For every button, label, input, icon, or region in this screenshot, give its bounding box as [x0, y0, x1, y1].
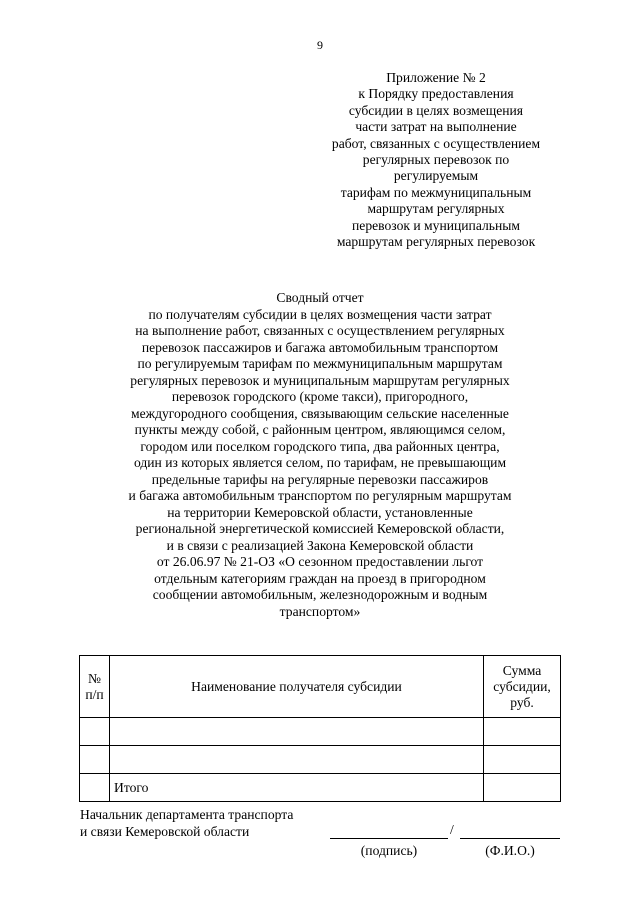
- appendix-line: маршрутам регулярных перевозок: [336, 234, 536, 250]
- appendix-line: регулярных перевозок по: [362, 152, 510, 168]
- table-row: [80, 746, 561, 774]
- appendix-line: Приложение № 2: [386, 70, 486, 85]
- table-cell: [484, 774, 561, 802]
- table-header-row: [80, 656, 561, 718]
- appendix-header: [318, 70, 554, 250]
- title-line: междугородного сообщения, связывающим сельские населенные: [131, 405, 509, 421]
- title-line: и багажа автомобильным транспортом по регулярным маршрутам: [128, 488, 512, 503]
- title-line: на выполнение работ, связанных с осуществлением регулярных: [135, 323, 505, 338]
- title-line: региональной энергетической комиссией Кемеровской области,: [135, 521, 505, 536]
- title-line: один из которых является селом, по тарифам, не превышающим: [133, 455, 507, 470]
- table-cell: [80, 718, 110, 746]
- table-cell: [110, 718, 484, 746]
- appendix-line: субсидии в целях возмещения: [348, 102, 524, 118]
- signature-line: [330, 838, 448, 839]
- table-row: [80, 718, 561, 746]
- header-number: № п/п: [80, 656, 110, 718]
- table-cell: [110, 746, 484, 774]
- signature-title-line: Начальник департамента транспорта: [80, 807, 294, 822]
- name-caption: (Ф.И.О.): [485, 843, 535, 858]
- title-line: и в связи с реализацией Закона Кемеровской области: [166, 537, 474, 553]
- title-line: городом или поселком городского типа, два районных центра,: [140, 438, 500, 454]
- appendix-line: регулируемым: [393, 168, 479, 184]
- table-cell: [80, 746, 110, 774]
- signature-block: [80, 806, 560, 840]
- table-cell: [484, 718, 561, 746]
- table-cell: [80, 774, 110, 802]
- title-line: перевозок городского (кроме такси), пригородного,: [171, 389, 469, 404]
- appendix-line: к Порядку предоставления: [358, 86, 514, 102]
- signature-caption: (подпись): [360, 843, 418, 858]
- appendix-line: части затрат на выполнение: [355, 119, 517, 135]
- total-label: Итого: [110, 774, 484, 802]
- title-line: предельные тарифы на регулярные перевозки пассажиров: [151, 471, 489, 487]
- name-line: [460, 838, 560, 839]
- title-line: отдельным категориям граждан на проезд в пригородном: [154, 570, 486, 586]
- table-total-row: [80, 774, 561, 802]
- title-line: перевозок пассажиров и багажа автомобильным транспортом: [141, 339, 499, 355]
- title-line: пункты между собой, с районным центром, являющимся селом,: [134, 422, 506, 437]
- report-title: [80, 290, 560, 620]
- title-line: регулярных перевозок и муниципальным маршрутам регулярных: [130, 372, 510, 388]
- page-number: 9: [317, 38, 323, 52]
- appendix-line: тарифам по межмуниципальным: [340, 184, 532, 200]
- title-line: на территории Кемеровской области, установленные: [167, 504, 473, 520]
- header-sum: Сумма субсидии, руб.: [484, 656, 561, 718]
- appendix-line: работ, связанных с осуществлением: [331, 135, 541, 151]
- title-line: транспортом»: [279, 603, 361, 619]
- title-line: Сводный отчет: [276, 290, 364, 305]
- table-cell: [484, 746, 561, 774]
- subsidy-table: [79, 655, 561, 802]
- header-name: Наименование получателя субсидии: [110, 656, 484, 718]
- title-line: по получателям субсидии в целях возмещения части затрат: [148, 306, 492, 322]
- signature-title-line: и связи Кемеровской области: [80, 824, 250, 839]
- title-line: по регулируемым тарифам по межмуниципальным маршрутам: [137, 356, 503, 371]
- appendix-line: перевозок и муниципальным: [352, 217, 520, 233]
- signature-slash: /: [450, 822, 454, 837]
- title-line: сообщении автомобильным, железнодорожным и водным: [152, 587, 488, 602]
- title-line: от 26.06.97 № 21-ОЗ «О сезонном предоставлении льгот: [156, 554, 484, 569]
- appendix-line: маршрутам регулярных: [367, 201, 505, 217]
